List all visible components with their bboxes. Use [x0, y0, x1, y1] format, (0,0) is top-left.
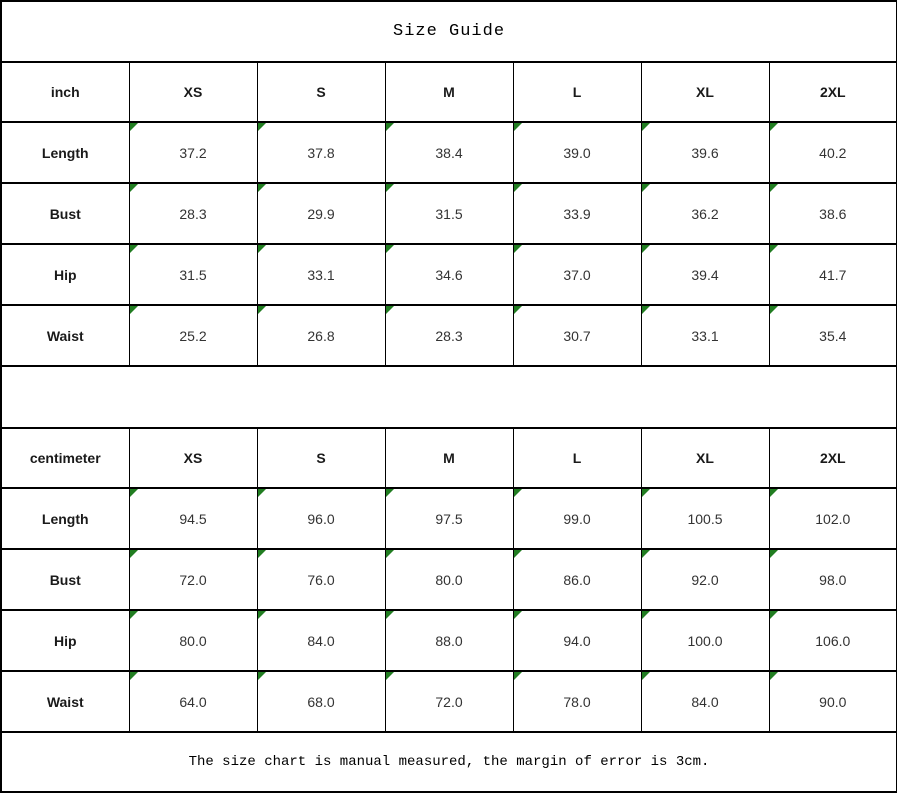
size-value: 76.0: [307, 571, 335, 588]
size-value-cell: [513, 488, 641, 549]
size-value: 72.0: [435, 693, 463, 710]
size-header-l: L: [513, 428, 641, 488]
size-value: 31.5: [179, 266, 207, 283]
cell-comment-marker-icon: [130, 611, 138, 619]
cell-comment-marker-icon: [642, 123, 650, 131]
size-value-cell: [769, 122, 897, 183]
size-value-cell: [641, 244, 769, 305]
size-value: 92.0: [691, 571, 719, 588]
cell-comment-marker-icon: [386, 611, 394, 619]
cell-comment-marker-icon: [386, 306, 394, 314]
size-value: 96.0: [307, 510, 335, 527]
size-value: 33.1: [307, 266, 335, 283]
size-value-cell: [129, 244, 257, 305]
size-value: 31.5: [435, 205, 463, 222]
size-value-cell: [257, 122, 385, 183]
size-value-cell: [257, 671, 385, 732]
cell-comment-marker-icon: [770, 123, 778, 131]
size-value-cell: [257, 549, 385, 610]
cell-comment-marker-icon: [642, 489, 650, 497]
size-value-cell: [641, 122, 769, 183]
cell-comment-marker-icon: [770, 672, 778, 680]
size-value: 102.0: [815, 510, 851, 527]
cell-comment-marker-icon: [770, 184, 778, 192]
size-value-cell: [769, 671, 897, 732]
size-value-cell: [385, 549, 513, 610]
size-value: 33.9: [563, 205, 591, 222]
cell-comment-marker-icon: [130, 123, 138, 131]
size-value-cell: [385, 610, 513, 671]
size-value-cell: [129, 488, 257, 549]
cell-comment-marker-icon: [130, 306, 138, 314]
footer-note: The size chart is manual measured, the margin of error is 3cm.: [1, 732, 897, 792]
size-value: 100.0: [687, 632, 723, 649]
size-value: 68.0: [307, 693, 335, 710]
size-value-cell: [513, 305, 641, 366]
spacer-cell: [1, 366, 897, 428]
size-value-cell: [641, 488, 769, 549]
cell-comment-marker-icon: [386, 123, 394, 131]
size-header-xl: XL: [641, 62, 769, 122]
cell-comment-marker-icon: [770, 245, 778, 253]
size-value: 36.2: [691, 205, 719, 222]
size-value-cell: [385, 183, 513, 244]
title-row: [1, 1, 897, 62]
row-label-bust: Bust: [1, 183, 129, 244]
size-value-cell: [385, 305, 513, 366]
size-value: 94.5: [179, 510, 207, 527]
table-row: [1, 122, 897, 183]
size-value-cell: [513, 671, 641, 732]
size-value: 90.0: [819, 693, 847, 710]
cell-comment-marker-icon: [514, 611, 522, 619]
size-value-cell: [257, 610, 385, 671]
size-value: 37.2: [179, 144, 207, 161]
cell-comment-marker-icon: [642, 306, 650, 314]
row-label-waist: Waist: [1, 671, 129, 732]
table-row: [1, 549, 897, 610]
size-header-xs: XS: [129, 62, 257, 122]
table-row: [1, 610, 897, 671]
size-value: 39.6: [691, 144, 719, 161]
size-value-cell: [257, 244, 385, 305]
size-value: 86.0: [563, 571, 591, 588]
size-value-cell: [257, 183, 385, 244]
size-value: 29.9: [307, 205, 335, 222]
cell-comment-marker-icon: [386, 672, 394, 680]
row-label-bust: Bust: [1, 549, 129, 610]
cell-comment-marker-icon: [386, 184, 394, 192]
size-header-s: S: [257, 428, 385, 488]
cell-comment-marker-icon: [514, 245, 522, 253]
cell-comment-marker-icon: [258, 123, 266, 131]
size-value-cell: [257, 305, 385, 366]
size-value: 33.1: [691, 327, 719, 344]
size-value-cell: [769, 488, 897, 549]
size-value: 97.5: [435, 510, 463, 527]
size-value: 37.8: [307, 144, 335, 161]
cell-comment-marker-icon: [258, 184, 266, 192]
footer-row: [1, 732, 897, 792]
size-value: 39.4: [691, 266, 719, 283]
cell-comment-marker-icon: [130, 550, 138, 558]
size-value: 38.6: [819, 205, 847, 222]
size-value-cell: [129, 305, 257, 366]
size-value-cell: [257, 488, 385, 549]
size-value-cell: [385, 488, 513, 549]
size-value: 80.0: [179, 632, 207, 649]
row-label-hip: Hip: [1, 244, 129, 305]
cell-comment-marker-icon: [130, 245, 138, 253]
unit-label-centimeter: centimeter: [1, 428, 129, 488]
cell-comment-marker-icon: [642, 550, 650, 558]
size-value: 72.0: [179, 571, 207, 588]
table-row: [1, 244, 897, 305]
size-header-2xl: 2XL: [769, 428, 897, 488]
size-value: 30.7: [563, 327, 591, 344]
cell-comment-marker-icon: [642, 184, 650, 192]
size-value: 34.6: [435, 266, 463, 283]
size-value-cell: [641, 549, 769, 610]
spacer-row: [1, 366, 897, 428]
size-value-cell: [129, 549, 257, 610]
cell-comment-marker-icon: [258, 672, 266, 680]
cell-comment-marker-icon: [258, 550, 266, 558]
size-value: 84.0: [691, 693, 719, 710]
size-value: 26.8: [307, 327, 335, 344]
size-header-s: S: [257, 62, 385, 122]
size-value: 37.0: [563, 266, 591, 283]
size-value-cell: [641, 305, 769, 366]
size-value: 41.7: [819, 266, 847, 283]
size-value: 99.0: [563, 510, 591, 527]
cell-comment-marker-icon: [386, 245, 394, 253]
size-value: 40.2: [819, 144, 847, 161]
size-value: 94.0: [563, 632, 591, 649]
size-value-cell: [769, 610, 897, 671]
size-value: 78.0: [563, 693, 591, 710]
row-label-length: Length: [1, 488, 129, 549]
size-value-cell: [641, 671, 769, 732]
size-value-cell: [129, 122, 257, 183]
cell-comment-marker-icon: [130, 672, 138, 680]
cell-comment-marker-icon: [642, 611, 650, 619]
size-value: 25.2: [179, 327, 207, 344]
cell-comment-marker-icon: [130, 489, 138, 497]
table-row: [1, 488, 897, 549]
cell-comment-marker-icon: [514, 489, 522, 497]
size-value-cell: [129, 183, 257, 244]
size-value-cell: [129, 610, 257, 671]
size-value: 98.0: [819, 571, 847, 588]
page-title: Size Guide: [1, 1, 897, 62]
cell-comment-marker-icon: [770, 550, 778, 558]
cell-comment-marker-icon: [514, 184, 522, 192]
cell-comment-marker-icon: [642, 245, 650, 253]
size-value-cell: [385, 122, 513, 183]
inch-header-row: [1, 62, 897, 122]
cell-comment-marker-icon: [514, 306, 522, 314]
cell-comment-marker-icon: [514, 672, 522, 680]
size-header-xl: XL: [641, 428, 769, 488]
size-header-m: M: [385, 62, 513, 122]
size-value: 28.3: [435, 327, 463, 344]
cell-comment-marker-icon: [386, 489, 394, 497]
cell-comment-marker-icon: [770, 489, 778, 497]
table-row: [1, 183, 897, 244]
size-value: 88.0: [435, 632, 463, 649]
size-header-l: L: [513, 62, 641, 122]
table-row: [1, 305, 897, 366]
size-value-cell: [641, 610, 769, 671]
size-value-cell: [513, 549, 641, 610]
size-value: 35.4: [819, 327, 847, 344]
row-label-waist: Waist: [1, 305, 129, 366]
size-value: 84.0: [307, 632, 335, 649]
cell-comment-marker-icon: [514, 550, 522, 558]
size-header-2xl: 2XL: [769, 62, 897, 122]
cell-comment-marker-icon: [130, 184, 138, 192]
size-value-cell: [769, 183, 897, 244]
cell-comment-marker-icon: [770, 611, 778, 619]
size-value-cell: [129, 671, 257, 732]
cell-comment-marker-icon: [386, 550, 394, 558]
size-value-cell: [513, 122, 641, 183]
size-header-xs: XS: [129, 428, 257, 488]
size-value: 80.0: [435, 571, 463, 588]
size-value: 38.4: [435, 144, 463, 161]
unit-label-inch: inch: [1, 62, 129, 122]
size-value: 100.5: [687, 510, 723, 527]
table-row: [1, 671, 897, 732]
centimeter-header-row: [1, 428, 897, 488]
size-value-cell: [641, 183, 769, 244]
size-value: 106.0: [815, 632, 851, 649]
size-value: 28.3: [179, 205, 207, 222]
size-value-cell: [769, 244, 897, 305]
cell-comment-marker-icon: [770, 306, 778, 314]
cell-comment-marker-icon: [258, 489, 266, 497]
size-value-cell: [513, 244, 641, 305]
row-label-hip: Hip: [1, 610, 129, 671]
size-value-cell: [513, 610, 641, 671]
cell-comment-marker-icon: [258, 611, 266, 619]
cell-comment-marker-icon: [258, 245, 266, 253]
size-value-cell: [385, 671, 513, 732]
size-value-cell: [769, 549, 897, 610]
cell-comment-marker-icon: [642, 672, 650, 680]
size-value: 64.0: [179, 693, 207, 710]
size-value: 39.0: [563, 144, 591, 161]
size-header-m: M: [385, 428, 513, 488]
cell-comment-marker-icon: [514, 123, 522, 131]
size-value-cell: [513, 183, 641, 244]
cell-comment-marker-icon: [258, 306, 266, 314]
row-label-length: Length: [1, 122, 129, 183]
size-value-cell: [769, 305, 897, 366]
size-value-cell: [385, 244, 513, 305]
